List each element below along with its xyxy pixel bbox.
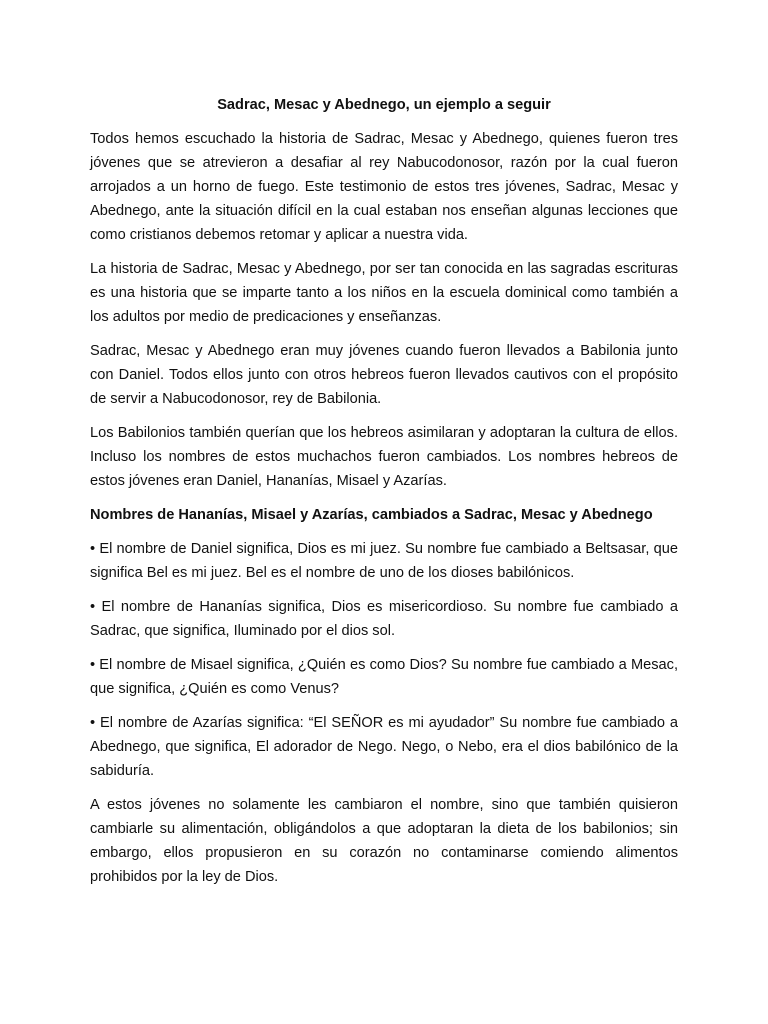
intro-paragraph-1: Todos hemos escuchado la historia de Sadrac, Mesac y Abednego, quienes fueron tres jóvenes que se atrevieron a desafiar al rey Nabucodonosor, razón por la cual fueron arrojados a un horno de fuego. Este testimonio de estos tres jóvenes, Sadrac, Mesac y Abednego, ante la situación difícil en la cual estaban nos enseñan algunas lecciones que como cristianos debemos retomar y aplicar a nuestra vida. xyxy=(90,131,678,243)
bullet-hananias: • El nombre de Hananías significa, Dios es misericordioso. Su nombre fue cambiado a Sadrac, que significa, Iluminado por el dios sol. xyxy=(90,599,678,639)
intro-paragraph-3: Sadrac, Mesac y Abednego eran muy jóvenes cuando fueron llevados a Babilonia junto con Daniel. Todos ellos junto con otros hebreos fueron llevados cautivos con el propósito de servir a Nabucodonosor, rey de Babilonia. xyxy=(90,343,678,407)
intro-paragraph-2: La historia de Sadrac, Mesac y Abednego, por ser tan conocida en las sagradas escrituras es una historia que se imparte tanto a los niños en la escuela dominical como también a los adultos por medio de predicaciones y enseñanzas. xyxy=(90,261,678,325)
document-title: Sadrac, Mesac y Abednego, un ejemplo a seguir xyxy=(217,97,551,113)
bullet-azarias: • El nombre de Azarías significa: “El SEÑOR es mi ayudador” Su nombre fue cambiado a Abednego, que significa, El adorador de Nego. Nego, o Nebo, era el dios babilónico de la sabiduría. xyxy=(90,715,678,779)
document-page xyxy=(90,93,678,899)
closing-paragraph: A estos jóvenes no solamente les cambiaron el nombre, sino que también quisieron cambiarle su alimentación, obligándolos a que adoptaran la dieta de los babilonios; sin embargo, ellos propusieron en su corazón no contaminarse comiendo alimentos prohibidos por la ley de Dios. xyxy=(90,797,678,885)
bullet-daniel: • El nombre de Daniel significa, Dios es mi juez. Su nombre fue cambiado a Beltsasar, que significa Bel es mi juez. Bel es el nombre de uno de los dioses babilónicos. xyxy=(90,541,678,581)
bullet-misael: • El nombre de Misael significa, ¿Quién es como Dios? Su nombre fue cambiado a Mesac, que significa, ¿Quién es como Venus? xyxy=(90,657,678,697)
section-subheading: Nombres de Hananías, Misael y Azarías, cambiados a Sadrac, Mesac y Abednego xyxy=(90,507,653,523)
intro-paragraph-4: Los Babilonios también querían que los hebreos asimilaran y adoptaran la cultura de ellos. Incluso los nombres de estos muchachos fueron cambiados. Los nombres hebreos de estos jóvenes eran Daniel, Hananías, Misael y Azarías. xyxy=(90,425,678,489)
